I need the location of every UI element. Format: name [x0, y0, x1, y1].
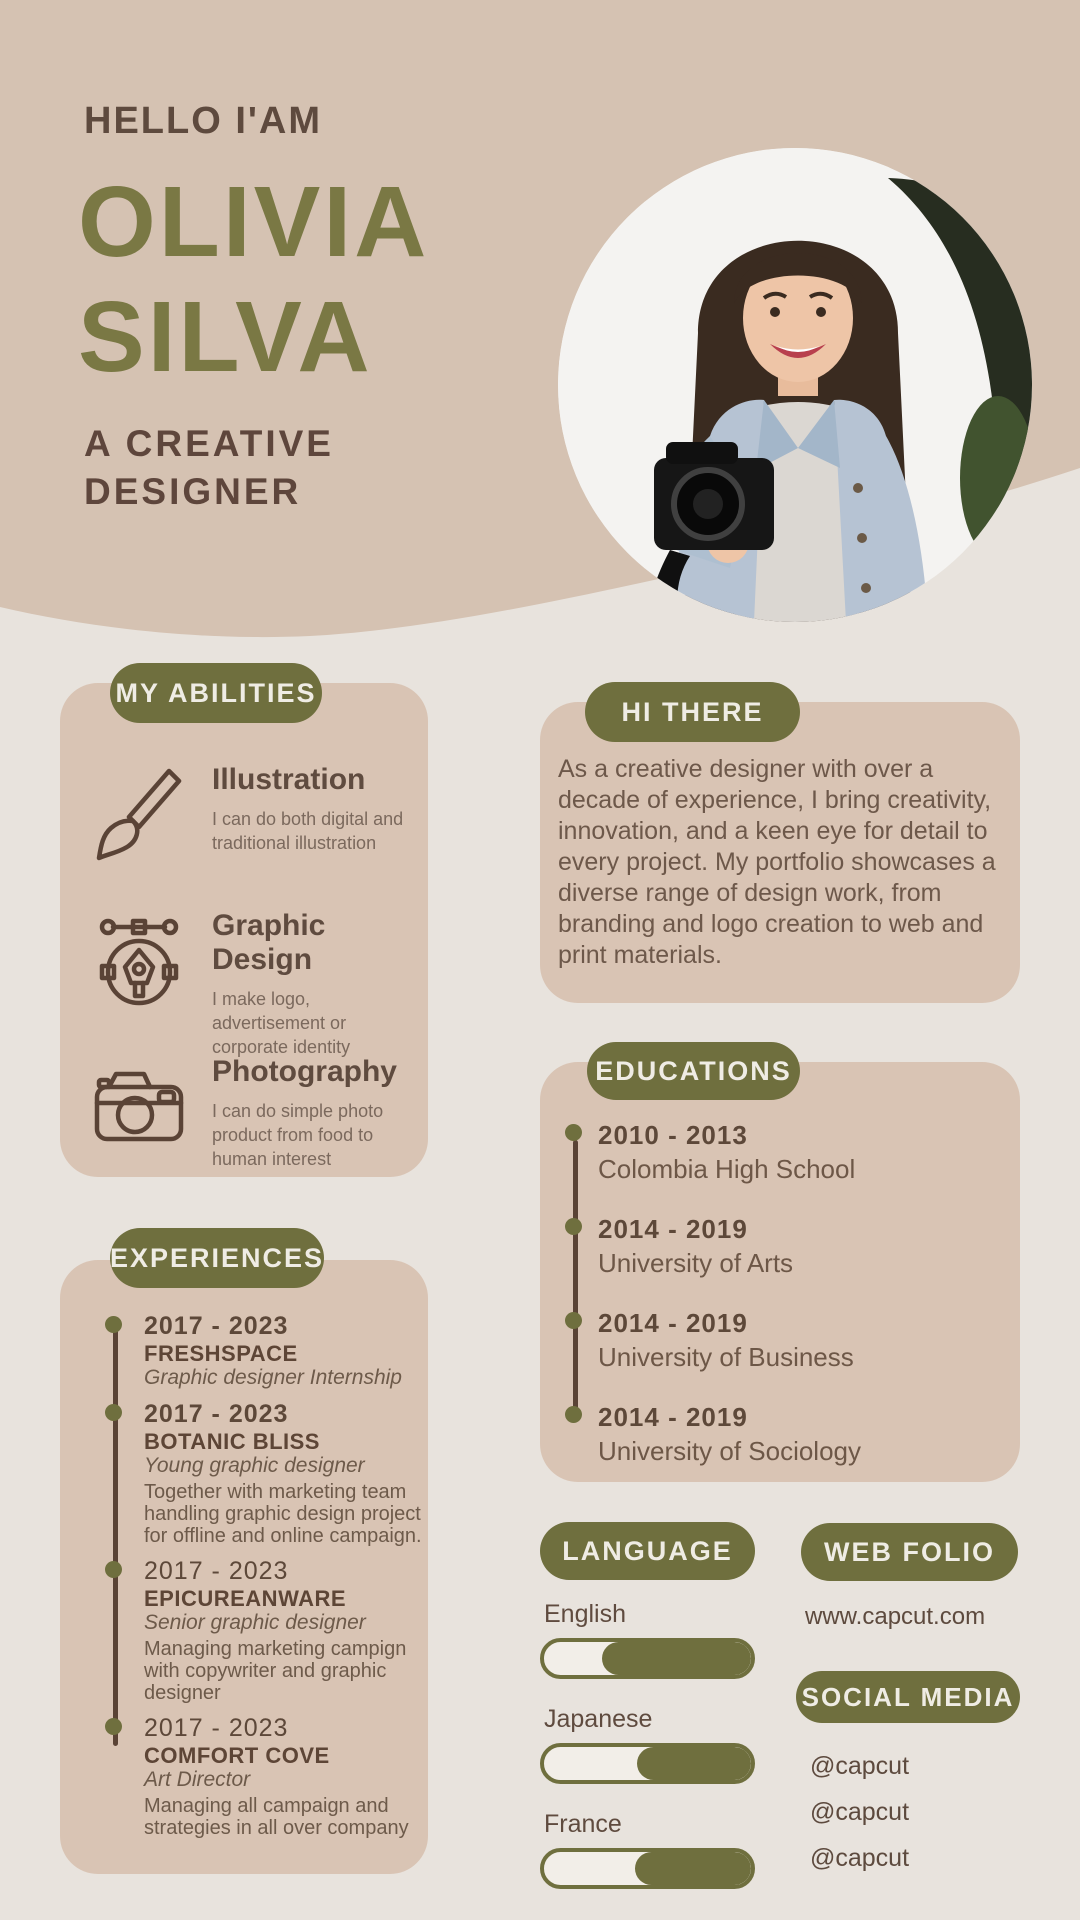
experience-company: COMFORT COVE [144, 1743, 330, 1768]
timeline-dot [105, 1404, 122, 1421]
experience-company: EPICUREANWARE [144, 1586, 347, 1611]
social-handle[interactable]: @capcut [810, 1752, 910, 1780]
education-school: University of Sociology [598, 1436, 861, 1466]
about-card [540, 702, 1020, 1003]
ability-item-illustration [60, 755, 428, 901]
about-text: As a creative designer with over a decade of experience, I bring creativity, innovation, and a keen eye for detail to every project. My portfolio showcases a diverse range of design work, from branding and logo creation to web and print materials. [558, 755, 996, 969]
hero-role-line2: DESIGNER [84, 471, 302, 512]
hero-greeting: HELLO I'AM [84, 100, 323, 142]
experience-item [144, 1555, 422, 1704]
hero-last-name: SILVA [78, 281, 373, 393]
education-item [598, 1212, 1000, 1280]
education-list [540, 1062, 1020, 1468]
language-list [540, 1600, 755, 1915]
abilities-card [60, 683, 428, 1177]
experience-company: FRESHSPACE [144, 1341, 298, 1366]
ability-title: Graphic Design [212, 909, 326, 976]
timeline-dot [105, 1316, 122, 1333]
timeline-dot [565, 1406, 582, 1423]
language-progress-bar [540, 1743, 755, 1784]
experience-description: Managing marketing campign with copywriter and graphic designer [144, 1638, 407, 1704]
education-period: 2014 - 2019 [598, 1214, 748, 1244]
experience-role: Senior graphic designer [144, 1611, 366, 1634]
paintbrush-icon [84, 755, 194, 875]
timeline-dot [565, 1312, 582, 1329]
social-handle-list [810, 1752, 909, 1890]
language-progress-bar [540, 1638, 755, 1679]
education-timeline-line [573, 1140, 578, 1422]
timeline-dot [105, 1561, 122, 1578]
experience-period: 2017 - 2023 [144, 1312, 289, 1340]
educations-badge: EDUCATIONS [587, 1042, 800, 1100]
ability-text [212, 755, 418, 855]
abilities-badge: MY ABILITIES [110, 663, 322, 723]
experience-role: Art Director [144, 1768, 251, 1791]
education-period: 2010 - 2013 [598, 1120, 748, 1150]
education-period: 2014 - 2019 [598, 1308, 748, 1338]
social-media-badge: SOCIAL MEDIA [796, 1671, 1020, 1723]
ability-title: Photography [212, 1055, 397, 1088]
language-item [540, 1810, 755, 1889]
education-item [598, 1400, 1000, 1468]
experience-item [144, 1712, 422, 1839]
experience-role: Young graphic designer [144, 1454, 365, 1477]
ability-description: I can do simple photo product from food to human interest [212, 1101, 384, 1169]
experience-company: BOTANIC BLISS [144, 1429, 320, 1454]
ability-text [212, 1047, 418, 1171]
hero-first-name: OLIVIA [78, 166, 430, 278]
hero-role [84, 420, 334, 516]
education-item [598, 1306, 1000, 1374]
social-handle[interactable]: @capcut [810, 1798, 910, 1826]
camera-icon [84, 1047, 194, 1167]
ability-description: I can do both digital and traditional illustration [212, 809, 404, 853]
ability-description: I make logo, advertisement or corporate identity [212, 989, 351, 1057]
webfolio-link[interactable]: www.capcut.com [805, 1603, 986, 1630]
pen-tool-icon [84, 901, 194, 1021]
language-progress-fill [635, 1852, 751, 1885]
webfolio-badge: WEB FOLIO [801, 1523, 1018, 1581]
experiences-card [60, 1260, 428, 1874]
ability-item-graphic-design [60, 901, 428, 1057]
experience-timeline-line [113, 1326, 118, 1746]
language-item [540, 1600, 755, 1679]
experience-period: 2017 - 2023 [144, 1400, 289, 1428]
experience-description: Together with marketing team handling graphic design project for offline and online campaign. [144, 1481, 422, 1547]
education-period: 2014 - 2019 [598, 1402, 748, 1432]
experience-period: 2017 - 2023 [144, 1714, 289, 1742]
experience-item [144, 1398, 422, 1547]
experience-item [144, 1310, 422, 1390]
language-name: English [544, 1600, 626, 1628]
language-name: France [544, 1810, 622, 1838]
education-school: Colombia High School [598, 1154, 856, 1184]
ability-title: Illustration [212, 763, 366, 796]
educations-card [540, 1062, 1020, 1482]
timeline-dot [105, 1718, 122, 1735]
experience-role: Graphic designer Internship [144, 1366, 402, 1389]
hi-there-badge: HI THERE [585, 682, 800, 742]
education-school: University of Business [598, 1342, 854, 1372]
experience-period: 2017 - 2023 [144, 1557, 289, 1585]
education-item [598, 1118, 1000, 1186]
social-handle[interactable]: @capcut [810, 1844, 910, 1872]
profile-photo [558, 148, 1032, 622]
experiences-badge: EXPERIENCES [110, 1228, 324, 1288]
language-progress-bar [540, 1848, 755, 1889]
language-progress-fill [637, 1747, 751, 1780]
hero-role-line1: A CREATIVE [84, 423, 334, 464]
timeline-dot [565, 1218, 582, 1235]
ability-text [212, 901, 418, 1059]
experience-description: Managing all campaign and strategies in all over company [144, 1795, 409, 1839]
language-item [540, 1705, 755, 1784]
education-school: University of Arts [598, 1248, 794, 1278]
language-badge: LANGUAGE [540, 1522, 755, 1580]
language-name: Japanese [544, 1705, 653, 1733]
language-progress-fill [602, 1642, 751, 1675]
ability-item-photography [60, 1047, 428, 1193]
timeline-dot [565, 1124, 582, 1141]
